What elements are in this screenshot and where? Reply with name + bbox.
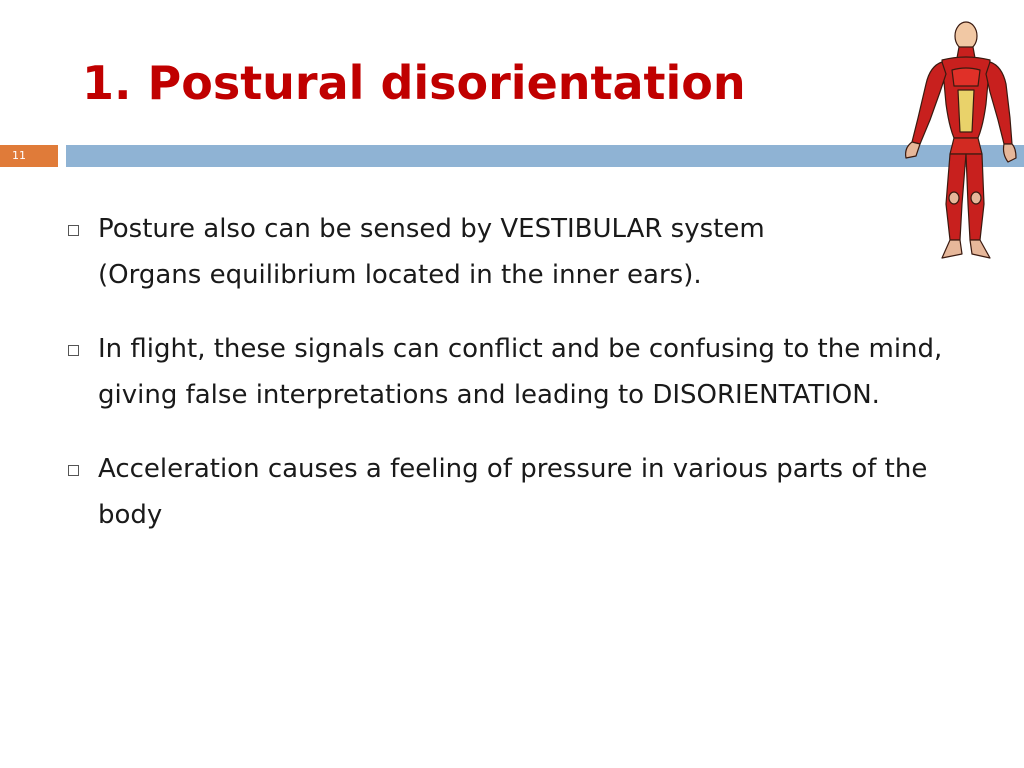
bullet-item <box>60 326 960 418</box>
slide-title: 1. Postural disorientation <box>82 56 746 110</box>
bullet-text: Acceleration causes a feeling of pressure in various parts of the body <box>98 454 928 530</box>
square-bullet-icon <box>68 345 79 356</box>
square-bullet-icon <box>68 225 79 236</box>
bullet-item <box>60 446 960 538</box>
square-bullet-icon <box>68 465 79 476</box>
bullet-list <box>60 206 960 566</box>
muscle-anatomy-figure-icon <box>886 14 1024 266</box>
bullet-item <box>60 206 960 298</box>
bullet-text: Posture also can be sensed by VESTIBULAR system (Organs equilibrium located in the inner ears). <box>98 214 765 290</box>
bullet-text: In flight, these signals can conflict and be confusing to the mind, giving false interpretations and leading to DISORIENTATION. <box>98 334 943 410</box>
title-divider-bar <box>66 145 1024 167</box>
slide-number-badge: 11 <box>0 145 58 167</box>
